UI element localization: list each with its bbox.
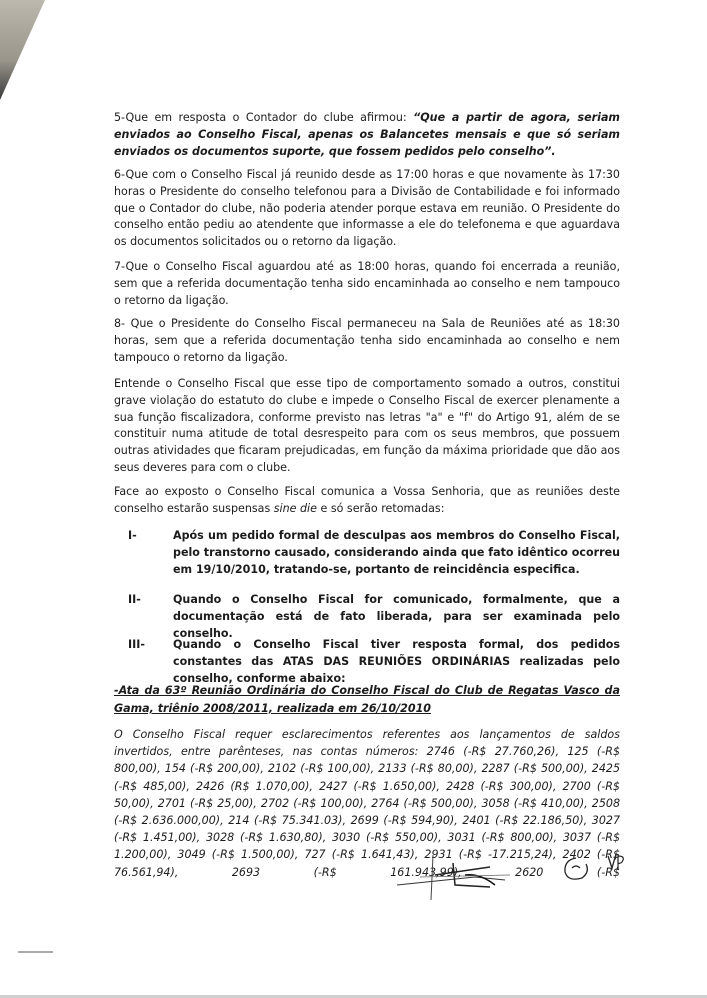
- paragraph-7-text: 7-Que o Conselho Fiscal aguardou até as 18:00 horas, quando foi encerrada a reunião, sem que a referida documentação tenha sido encaminhada ao conselho e nem tampouco o retorno da ligação.: [114, 260, 620, 307]
- condition-number: III-: [128, 638, 145, 651]
- paragraph-5-quote: “Que a partir de agora, seriam enviados ao Conselho Fiscal, apenas os Balancetes mensais e que só seriam enviados os documentos suporte, que fossem pedidos pelo conselho”.: [114, 111, 620, 158]
- paragraph-6: [114, 167, 620, 251]
- paragraph-8: [114, 316, 620, 366]
- ata-section: [114, 682, 620, 718]
- condition-number: I-: [128, 529, 137, 542]
- ata-body-section: [114, 726, 620, 881]
- ata-body: O Conselho Fiscal requer esclarecimentos referentes aos lançamentos de saldos invertidos, entre parênteses, nas contas números: 2746 (-R$ 27.760,26), 125 (-R$ 800,00), 154 (-R$ 200,00), 2102 (-R$ 100,00), 2133 (-R$ 80,00), 2287 (-R$ 500,00), 2425 (-R$ 485,00), 2426 (R$ 1.070,00), 2427 (-R$ 1.650,00), 2428 (-R$ 300,00), 2700 (-R$ 50,00), 2701 (-R$ 25,00), 2702 (-R$ 100,00), 2764 (-R$ 500,00), 3058 (-R$ 410,00), 2508 (-R$ 2.636.000,00), 214 (-R$ 75.341.03), 2699 (-R$ 594,90), 2401 (-R$ 22.186,50), 3027 (-R$ 1.451,00), 3028 (-R$ 1.630,80), 3030 (-R$ 550,00), 3031 (-R$ 800,00), 3037 (-R$ 1.200,00), 3049 (-R$ 1.500,00), 727 (-R$ 1.641,43), 2931 (-R$ -17.215,24), 2402 (-R$ 76.561,94), 2693 (-R$ 161.943,99), 2620 (-R$: [114, 728, 620, 879]
- paragraph-7: [114, 259, 620, 309]
- paragraph-face-italic: sine die: [273, 501, 317, 515]
- paragraph-5-prefix: 5-Que em resposta o Contador do clube afirmou:: [114, 111, 414, 124]
- condition-text: Quando o Conselho Fiscal tiver resposta formal, dos pedidos constantes das ATAS DAS REUNIÕES ORDINÁRIAS realizadas pelo conselho, conforme abaixo:: [173, 638, 620, 685]
- condition-number: II-: [128, 593, 141, 606]
- paragraph-5: [114, 110, 620, 160]
- scan-corner-shadow: [0, 0, 45, 100]
- paragraph-6-text: 6-Que com o Conselho Fiscal já reunido desde as 17:00 horas e que novamente às 17:30 horas o Presidente do conselho telefonou para a Divisão de Contabilidade e foi informado que o Contador do clube, não poderia atender porque estava em reunião. O Presidente do conselho então pediu ao atendente que informasse a ele do telefonema e que aguardava os documentos solicitados ou o retorno da ligação.: [114, 168, 620, 249]
- scan-mark: [18, 951, 53, 953]
- paragraph-entende: [114, 376, 620, 477]
- condition-text: Quando o Conselho Fiscal for comunicado, formalmente, que a documentação está de fato liberada, para ser examinada pelo conselho.: [173, 593, 620, 640]
- ata-title: -Ata da 63º Reunião Ordinária do Conselho Fiscal do Club de Regatas Vasco da Gama, triênio 2008/2011, realizada em 26/10/2010: [114, 684, 620, 715]
- signature-icon: [395, 855, 515, 905]
- paragraph-entende-text: Entende o Conselho Fiscal que esse tipo de comportamento somado a outros, constitui grave violação do estatuto do clube e impede o Conselho Fiscal de exercer plenamente a sua função fiscalizadora, conforme previsto nas letras "a" e "f" do Artigo 91, além de se constituir numa atitude de total desrespeito para com os seus membros, que possuem outras atividades que ficaram prejudicadas, em função da máxima prioridade que dão aos seus deveres para com o clube.: [114, 377, 620, 474]
- paragraph-8-text: 8- Que o Presidente do Conselho Fiscal permaneceu na Sala de Reuniões até as 18:30 horas, sem que a referida documentação tenha sido encaminhada ao conselho e nem tampouco o retorno da ligação.: [114, 317, 620, 364]
- handwritten-initials-icon: [560, 850, 640, 890]
- paragraph-face: [114, 484, 620, 518]
- paragraph-face-before: Face ao exposto o Conselho Fiscal comunica a Vossa Senhoria, que as reuniões deste conselho estarão suspensas: [114, 485, 620, 515]
- condition-text: Após um pedido formal de desculpas aos membros do Conselho Fiscal, pelo transtorno causado, considerando ainda que fato idêntico ocorreu em 19/10/2010, tratando-se, portanto de reincidência especifica.: [173, 529, 620, 576]
- paragraph-face-after: e só serão retomadas:: [316, 501, 445, 515]
